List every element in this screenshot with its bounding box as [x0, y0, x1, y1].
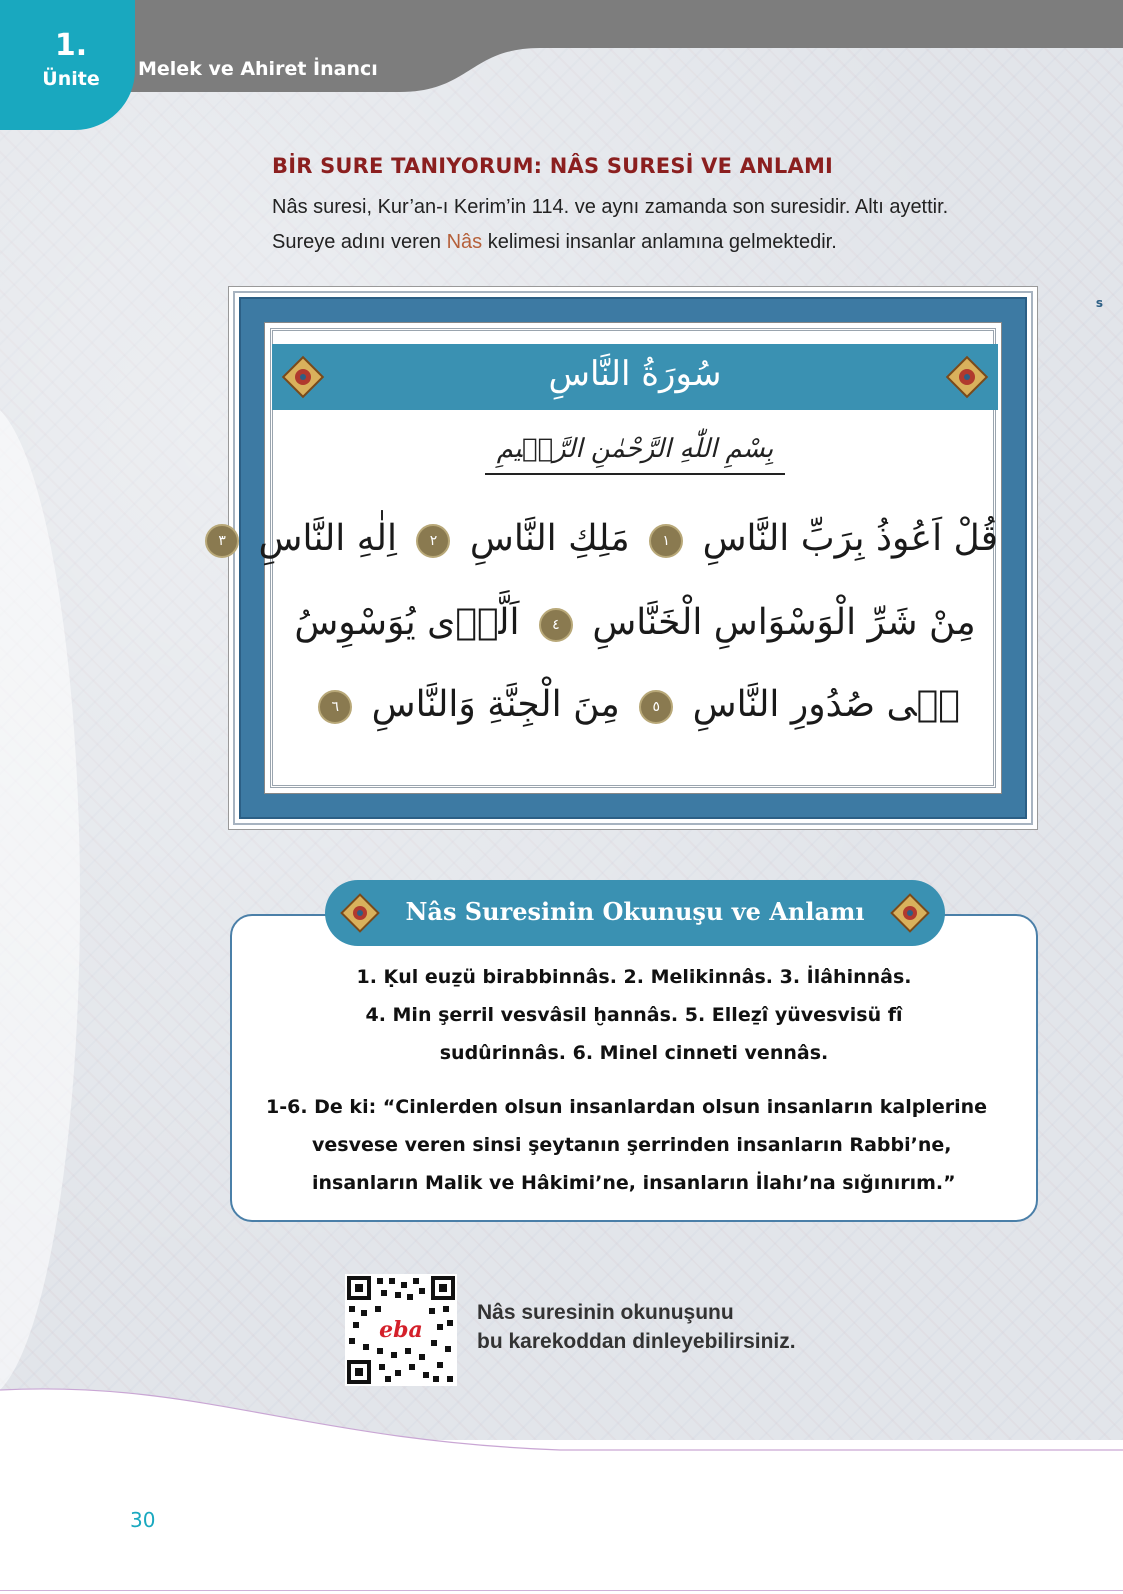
ayah-line-2: [272, 602, 998, 643]
reading-title: Nâs Suresinin Okunuşu ve Anlamı: [405, 897, 865, 926]
section-heading: BİR SURE TANIYORUM: NÂS SURESİ VE ANLAMI: [272, 154, 834, 178]
meaning-line: insanların Malik ve Hâkimi’ne, insanların İlahı’na sığınırım.”: [312, 1172, 956, 1194]
highlighted-word: Nâs: [446, 231, 483, 253]
basmala: بِسْمِ اللّٰهِ الرَّحْمٰنِ الرَّحٖيمِ: [496, 434, 774, 464]
reading-title-pill: [325, 880, 945, 946]
qr-caption-line: bu karekoddan dinleyebilirsiniz.: [477, 1330, 796, 1353]
unit-label: Ünite: [42, 68, 100, 90]
intro-line-2: [272, 225, 1032, 260]
ayah-text: فٖى صُدُورِ النَّاسِ: [692, 684, 960, 725]
ayah-number-marker: ١: [649, 524, 683, 558]
qr-code[interactable]: [345, 1274, 457, 1386]
transliteration-line: 1. Ḳul euẕü birabbinnâs. 2. Melikinnâs. 3. İlâhinnâs.: [356, 966, 912, 988]
meaning-line: 1-6. De ki: “Cinlerden olsun insanlardan olsun insanların kalplerine: [266, 1096, 988, 1118]
surah-title-band: [272, 344, 998, 410]
ornament-icon: [889, 892, 931, 934]
ayah-number-marker: ٦: [318, 690, 352, 724]
ayah-text: قُلْ اَعُوذُ بِرَبِّ النَّاسِ: [702, 518, 998, 559]
ayah-text: مِنْ شَرِّ الْوَسْوَاسِ الْخَنَّاسِ: [592, 602, 976, 643]
transliteration-line: 4. Min şerril vesvâsil ḫannâs. 5. Elleẕî yüvesvisü fî: [365, 1004, 903, 1026]
surah-title: سُورَةُ النَّاسِ: [548, 354, 722, 394]
ayah-line-3: [272, 684, 998, 725]
basmala-underline: [485, 473, 785, 475]
qr-caption-line: Nâs suresinin okunuşunu: [477, 1301, 734, 1324]
bottom-rule: [0, 1590, 1123, 1591]
intro-line-1: Nâs suresi, Kur’an-ı Kerim’in 114. ve aynı zamanda son suresidir. Altı ayettir.: [272, 196, 949, 218]
eba-logo: eba: [379, 1317, 423, 1343]
ayah-text: مِنَ الْجِنَّةِ وَالنَّاسِ: [371, 684, 620, 725]
transliteration-line: sudûrinnâs. 6. Minel cinneti vennâs.: [439, 1042, 829, 1064]
ayah-text: اِلٰهِ النَّاسِ: [258, 518, 398, 559]
intro-paragraph: [272, 190, 1032, 260]
corner-mark: s: [1095, 296, 1103, 310]
ayah-text: اَلَّذٖى يُوَسْوِسُ: [294, 602, 520, 643]
page-number: 30: [130, 1508, 156, 1532]
ornament-icon: [944, 354, 990, 400]
ayah-number-marker: ٣: [205, 524, 239, 558]
ayah-line-1: [218, 518, 998, 559]
unit-badge: [0, 0, 135, 130]
intro-text: Sureye adını veren: [272, 231, 447, 253]
ayah-number-marker: ٤: [539, 608, 573, 642]
header-bar: [0, 0, 1123, 100]
ayah-number-marker: ٥: [639, 690, 673, 724]
chapter-title: Melek ve Ahiret İnancı: [138, 58, 378, 80]
ayah-number-marker: ٢: [416, 524, 450, 558]
ayah-text: مَلِكِ النَّاسِ: [469, 518, 630, 559]
unit-number: 1.: [54, 28, 88, 63]
intro-text: kelimesi insanlar anlamına gelmektedir.: [482, 231, 837, 253]
meaning-line: vesvese veren sinsi şeytanın şerrinden insanların Rabbi’ne,: [312, 1134, 952, 1156]
bottom-wave: [0, 1380, 1123, 1500]
qr-caption: [477, 1298, 796, 1356]
